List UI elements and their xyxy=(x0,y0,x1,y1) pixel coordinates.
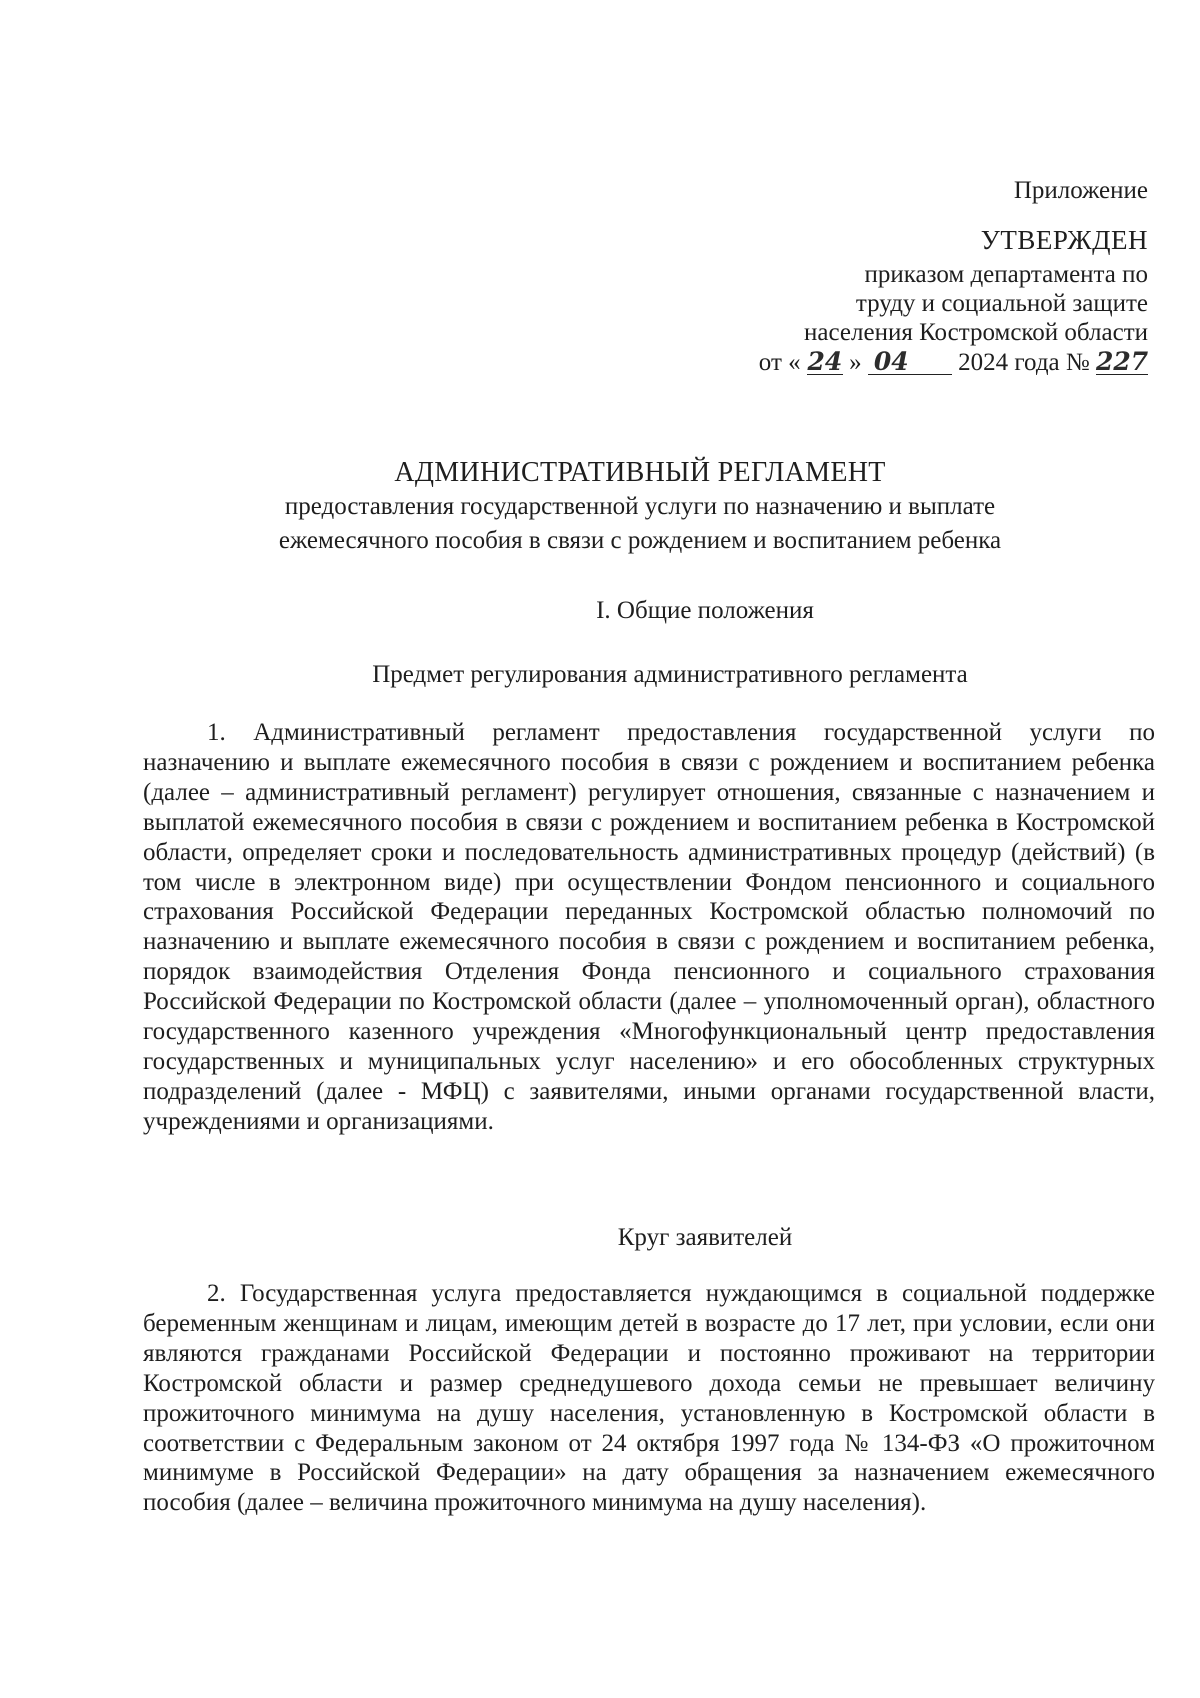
document-title: АДМИНИСТРАТИВНЫЙ РЕГЛАМЕНТ xyxy=(394,457,886,488)
order-line-1: приказом департамента по xyxy=(864,261,1148,288)
handwritten-day: 24 xyxy=(807,347,843,376)
handwritten-month: 04 xyxy=(868,349,952,375)
section-heading-applicants: Круг заявителей xyxy=(617,1224,793,1251)
order-line-2: труду и социальной защите xyxy=(855,290,1148,317)
section-heading-subject: Предмет регулирования административного регламента xyxy=(372,661,968,688)
date-year: 2024 года № xyxy=(958,349,1090,376)
appendix-label: Приложение xyxy=(1013,177,1148,204)
order-date-line xyxy=(759,349,1148,375)
paragraph-1: 1. Административный регламент предоставления государственной услуги по назначению и выплате ежемесячного пособия в связи с рождением и воспитанием ребенка (далее – административный регламент) регулирует отношения, связанные с назначением и выплатой ежемесячного пособия в связи с рождением и воспитанием ребенка в Костромской области, определяет сроки и последовательность административных процедур (действий) (в том числе в электронном виде) при осуществлении Фондом пенсионного и социального страхования Российской Федерации переданных Костромской областью полномочий по назначению и выплате ежемесячного пособия в связи с рождением и воспитанием ребенка, порядок взаимодействия Отделения Фонда пенсионного и социального страхования Российской Федерации по Костромской области (далее – уполномоченный орган), областного государственного казенного учреждения «Многофункциональный центр предоставления государственных и муниципальных услуг населению» и его обособленных структурных подразделений (далее - МФЦ) с заявителями, иными органами государственной власти, учреждениями и организациями. xyxy=(143,719,1155,1135)
document-subtitle-line-2: ежемесячного пособия в связи с рождением и воспитанием ребенка xyxy=(278,526,1002,554)
approval-stamp-block xyxy=(759,178,1148,375)
document-title-block xyxy=(130,458,1150,557)
document-subtitle-line-1: предоставления государственной услуги по назначению и выплате xyxy=(284,492,996,520)
date-prefix: от « xyxy=(758,349,801,376)
approved-label: УТВЕРЖДЕН xyxy=(980,225,1148,255)
handwritten-order-number: 227 xyxy=(1096,347,1149,376)
order-line-3: населения Костромской области xyxy=(804,319,1148,346)
paragraph-2: 2. Государственная услуга предоставляется нуждающимся в социальной поддержке беременным женщинам и лицам, имеющим детей в возрасте до 17 лет, при условии, если они являются гражданами Российской Федерации и постоянно проживают на территории Костромской области и размер среднедушевого дохода семьи не превышает величину прожиточного минимума на душу населения, установленную в Костромской области в соответствии с Федеральным законом от 24 октября 1997 года № 134-ФЗ «О прожиточном минимуме в Российской Федерации» на дату обращения за назначением ежемесячного пособия (далее – величина прожиточного минимума на душу населения). xyxy=(143,1280,1155,1517)
date-mid: » xyxy=(849,349,862,376)
section-heading-general: I. Общие положения xyxy=(596,597,814,624)
